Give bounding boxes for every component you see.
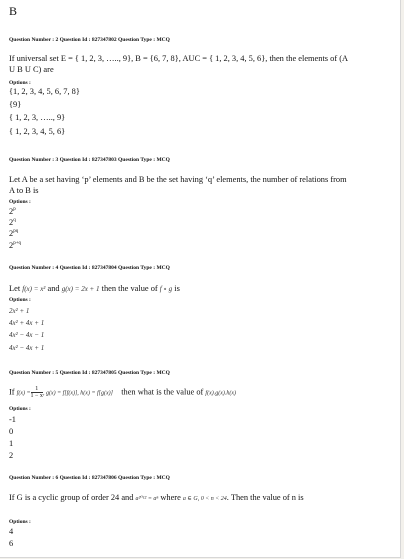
options-label: Options : [9, 406, 31, 412]
option-3: 4x² − 4x − 1 [9, 331, 45, 339]
math-expression: f(x).g(x).h(x) [205, 390, 237, 397]
options-label: Options : [9, 80, 31, 86]
option-4: 2 [9, 451, 14, 460]
question-header: Question Number : 3 Question Id : 827347803 Question Type : MCQ [9, 157, 170, 163]
text-segment: is [174, 284, 180, 293]
text-segment: and [47, 284, 60, 293]
option-3: 1 [9, 439, 14, 448]
text-segment: then the value of [101, 284, 158, 293]
text-segment: then what is the value of [121, 387, 204, 397]
option-3: { 1, 2, 3, ….., 9} [9, 113, 66, 122]
text-segment: . Then the value of n is [226, 493, 304, 502]
question-header: Question Number : 5 Question Id : 827347805 Question Type : MCQ [9, 370, 170, 376]
option-1: 4 [9, 527, 14, 536]
math-expression: a ∈ G, 0 < n < 24 [182, 496, 227, 502]
question-text [9, 492, 349, 505]
option-2 [9, 218, 16, 227]
option-2: 0 [9, 427, 14, 436]
options-label: Options : [9, 519, 31, 525]
question-text [9, 283, 349, 295]
question-header: Question Number : 4 Question Id : 827347804 Question Type : MCQ [9, 265, 170, 271]
math-expression: g(x) = 2x + 1 [61, 285, 100, 293]
math-expression: f(x) = x² [22, 285, 46, 293]
option-2: {9} [9, 100, 22, 109]
fraction-numerator: 1 [31, 386, 43, 393]
option-1 [9, 207, 16, 216]
option-4: { 1, 2, 3, 4, 5, 6} [9, 127, 66, 136]
option-4 [9, 241, 21, 250]
option-1: 2x² + 1 [9, 307, 30, 315]
math-expression: f(x) = [16, 390, 31, 397]
options-label: Options : [9, 297, 31, 303]
option-2: 6 [9, 539, 14, 548]
text-segment: If [9, 387, 15, 397]
option-exponent: p [13, 207, 16, 213]
text-segment: where [160, 493, 181, 502]
fraction-denominator: 1 − x [30, 393, 43, 399]
option-1: -1 [9, 415, 16, 424]
question-header: Question Number : 2 Question Id : 827347802 Question Type : MCQ [9, 37, 170, 43]
previous-answer-fragment: B [9, 4, 18, 18]
question-text: If universal set E = { 1, 2, 3, ….., 9}, B = {6, 7, 8}, AUC = { 1, 2, 3, 4, 5, 6}, then the elements of (A U B U C) are [9, 54, 348, 74]
option-base: 2 [9, 218, 14, 227]
option-2: 4x² + 4x + 1 [9, 319, 45, 327]
option-base: 2 [9, 207, 14, 216]
fraction [31, 386, 43, 399]
math-expression: a²⁰¹² = aⁿ [135, 496, 159, 502]
text-segment: If G is a cyclic group of order 24 and [9, 493, 134, 502]
option-1: {1, 2, 3, 4, 5, 6, 7, 8} [9, 87, 80, 96]
option-exponent: q [13, 218, 16, 224]
question-header: Question Number : 6 Question Id : 827347806 Question Type : MCQ [9, 475, 170, 481]
option-base: 2 [9, 229, 14, 238]
question-text: Let A be a set having ‘p’ elements and B be the set having ‘q’ elements, the number of relations from A to B is [9, 175, 347, 195]
math-expression: , g(x) = f[f(x)], h(x) = f[g(x)] [42, 390, 114, 397]
option-exponent: pq [13, 229, 19, 235]
math-expression: f ∘ g [159, 285, 173, 293]
option-3 [9, 229, 18, 238]
option-exponent: p+q [13, 241, 22, 247]
option-base: 2 [9, 241, 14, 250]
question-text [9, 386, 389, 399]
text-segment: Let [9, 284, 21, 293]
option-4: 4x² − 4x + 1 [9, 344, 45, 352]
options-label: Options : [9, 199, 31, 205]
